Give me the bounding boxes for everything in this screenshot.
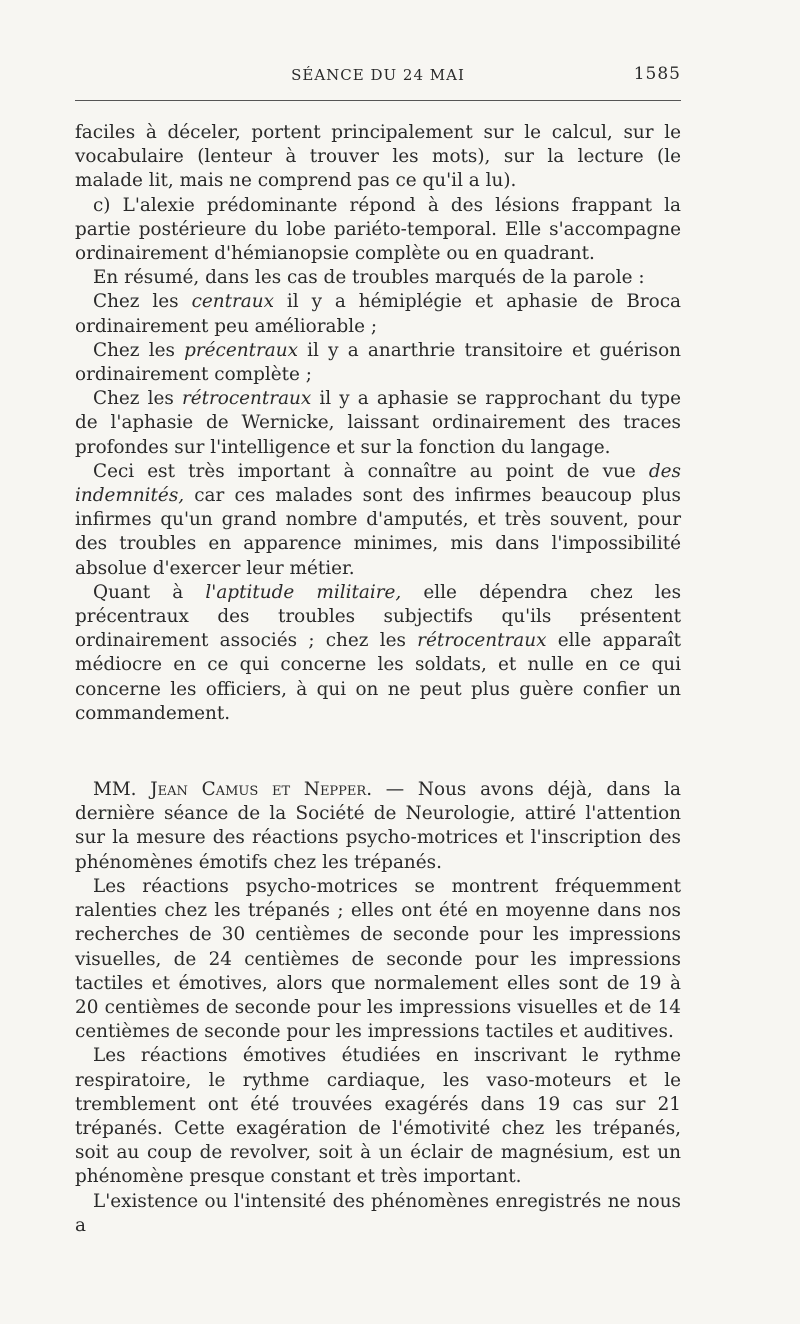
text-run: Chez les <box>93 291 192 313</box>
page <box>75 60 681 1238</box>
text-run: elle dépendra chez les précentraux des troubles subjectifs qu'ils présentent ordinairement associés ; chez les <box>75 581 682 652</box>
italic-term: l'aptitude militaire, <box>205 581 402 603</box>
paragraph <box>75 339 681 387</box>
page-body <box>75 121 681 1238</box>
section-gap <box>75 726 681 778</box>
header-rule <box>75 100 681 101</box>
text-run: il y a anarthrie transitoire et guérison ordinairement complète ; <box>75 339 681 386</box>
running-header <box>75 60 681 90</box>
text-run: il y a hémiplégie et aphasie de Broca ordinairement peu améliorable ; <box>75 291 681 337</box>
paragraph: Les réactions psycho-motrices se montrent fréquemment ralenties chez les trépanés ; elles ont été en moyenne dans nos recherches de 30 centièmes de seconde pour les impressions visuelles, de 24 centièmes de seconde pour les impressions tactiles et émotives, alors que normalement elles sont de 19 à 20 centièmes de seconde pour les impressions visuelles et de 14 centièmes de seconde pour les impressions tactiles et auditives. <box>75 875 681 1043</box>
paragraph: L'existence ou l'intensité des phénomènes enregistrés ne nous a <box>75 1190 681 1236</box>
italic-term: précentraux <box>184 339 298 361</box>
italic-term: rétrocentraux <box>417 630 547 652</box>
text-run: Chez les <box>93 339 185 361</box>
paragraph <box>75 387 681 460</box>
italic-term: centraux <box>191 291 274 313</box>
paragraph <box>75 460 681 581</box>
header-title: SÉANCE DU 24 MAI <box>291 66 465 84</box>
text-run: MM. <box>93 779 151 801</box>
paragraph: En résumé, dans les cas de troubles marqués de la parole : <box>93 267 645 289</box>
paragraph <box>75 290 681 338</box>
text-run: Quant à <box>93 581 206 603</box>
text-run: — Nous avons déjà, dans la dernière séance de la Société de Neurologie, attiré l'attention sur la mesure des réactions psycho-motrices et l'inscription des phénomènes émotifs chez les trépanés. <box>75 779 682 873</box>
italic-term: rétrocentraux <box>181 388 312 410</box>
paragraph <box>75 581 681 726</box>
paragraph: c) L'alexie prédominante répond à des lésions frappant la partie postérieure du lobe pariéto-temporal. Elle s'accompagne ordinairement d'hémianopsie complète ou en quadrant. <box>75 194 681 265</box>
text-run: il y a aphasie se rapprochant du type de l'aphasie de Wernicke, laissant ordinairement des traces profondes sur l'intelligence et sur la fonction du langage. <box>75 388 681 458</box>
paragraph: Les réactions émotives étudiées en inscrivant le rythme respiratoire, le rythme cardiaque, les vaso-moteurs et le tremblement ont été trouvées exagérés dans 19 cas sur 21 trépanés. Cette exagération de l'émotivité chez les trépanés, soit au coup de revolver, soit à un éclair de magnésium, est un phénomène presque constant et très important. <box>75 1045 681 1188</box>
text-run: Chez les <box>93 388 182 410</box>
page-number: 1585 <box>633 64 681 84</box>
italic-term: des indemnités, <box>75 460 681 507</box>
paragraph: faciles à déceler, portent principalement sur le calcul, sur le vocabulaire (lenteur à trouver les mots), sur la lecture (le malade lit, mais ne comprend pas ce qu'il a lu). <box>75 122 681 192</box>
paragraph <box>75 778 681 875</box>
author-names: Jean Camus et Nepper. <box>150 779 373 801</box>
text-run: elle apparaît médiocre en ce qui concerne les soldats, et nulle en ce qui concerne les officiers, à qui on ne peut plus guère confier un commandement. <box>75 630 681 724</box>
text-run: Ceci est très important à connaître au point de vue <box>93 460 649 482</box>
text-run: car ces malades sont des infirmes beaucoup plus infirmes qu'un grand nombre d'amputés, et très souvent, pour des troubles en apparence minimes, mis dans l'impossibilité absolue d'exercer leur métier. <box>75 485 681 579</box>
